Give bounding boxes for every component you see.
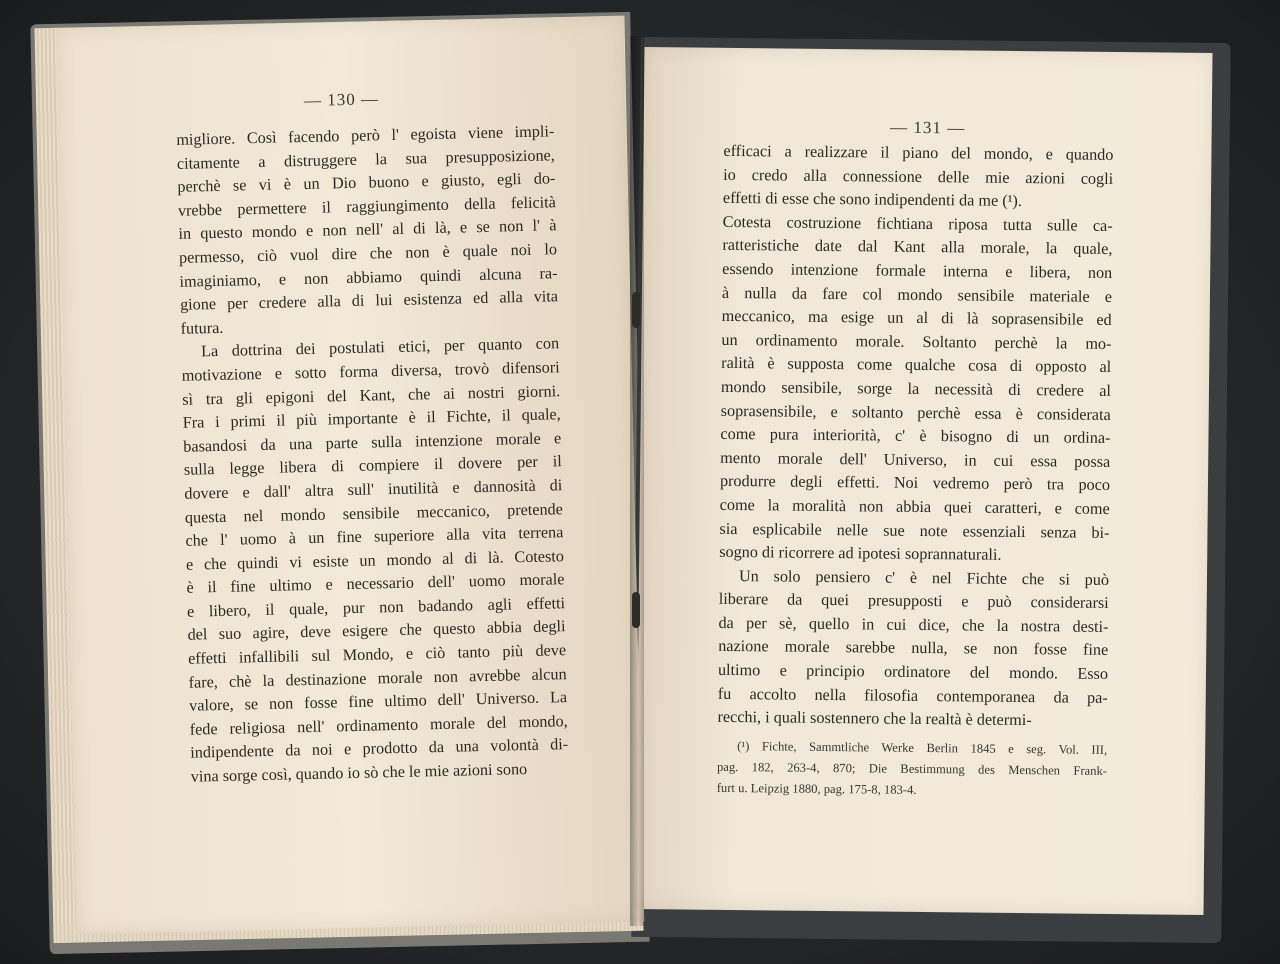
text-line: è il fine ultimo e necessario dell' uomo morale [186, 570, 565, 598]
text-line: permesso, ciò vuol dire che non è quale noi lo [178, 240, 558, 267]
text-line: citamente a distruggere la sua presupposizione, [176, 145, 555, 173]
text-line: sogno di ricorrere ad ipotesi soprannaturali. [719, 542, 1002, 564]
text-line: La dottrina dei postulati etici, per quanto con [200, 334, 560, 361]
text-line: da per sè, quello in cui dice, che la nostra desti- [718, 613, 1109, 636]
text-line: effetti di esse che sono indipendenti da me (¹). [722, 189, 1023, 211]
text-line: efficaci a realizzare il piano del mondo, e quando [723, 141, 1114, 164]
text-line: ratteristiche date dal Kant alla morale, la quale, [722, 236, 1113, 259]
text-line: futura. [180, 318, 224, 338]
text-line: vrebbe permettere il raggiungimento della felicità [177, 193, 557, 220]
text-line: fare, chè la destinazione morale non avrebbe alcun [188, 664, 567, 692]
text-line: Cotesta costruzione fichtiana riposa tutta sulle ca- [722, 212, 1113, 235]
footnote [717, 736, 1108, 803]
text-line: come la moralità non abbia quei caratteri, e come [719, 495, 1110, 518]
text-line: imaginiamo, e non abbiamo quindi alcuna ra- [179, 263, 558, 291]
text-line: questa nel mondo sensibile meccanico, pretende [184, 499, 564, 527]
text-line: basandosi da una parte sulla intenzione morale e [183, 428, 562, 456]
binding-stitch [632, 592, 640, 628]
text-line: e che quindi vi esiste un mondo al di là. Cotesto [185, 546, 565, 574]
text-line: e libero, il quale, pur non badando agli effetti [186, 594, 566, 621]
text-line: mento morale dell' Universo, in cui essa possa [720, 448, 1111, 471]
text-line: come pura interiorità, c' è bisogno di un ordina- [720, 424, 1111, 448]
page-number: — 130 — [303, 89, 380, 110]
text-line: vina sorge così, quando io sò che le mie azioni sono [190, 760, 528, 786]
text-line: ultimo e principio ordinatore del mondo. Esso [717, 660, 1109, 683]
text-line: Fra i primi il più importante è il Fichte, il quale, [182, 405, 561, 432]
text-line: motivazione e sotto forma diversa, trovò difensori [181, 358, 560, 385]
text-line: produrre degli effetti. Noi vedremo però tra poco [719, 472, 1111, 495]
text-line: io credo alla connessione delle mie azioni cogli [723, 165, 1114, 188]
text-line: un ordinamento morale. Soltanto perchè la mo- [721, 330, 1112, 353]
text-line: sì tra gli epigoni del Kant, che ai nostri giorni. [182, 381, 561, 409]
text-line: sulla legge libera di compiere il dovere per il [183, 452, 562, 480]
text-line: Un solo pensiero c' è nel Fichte che si può [738, 566, 1110, 589]
right-page [636, 47, 1213, 915]
page-body-text [176, 120, 569, 789]
left-page [56, 16, 644, 935]
text-line: valore, se non fosse fine ultimo dell' Universo. La [188, 688, 568, 715]
text-line: soprasensibile, e soltanto perchè essa è considerata [720, 401, 1111, 424]
footnote-line: (¹) Fichte, Sammtliche Werke Berlin 1845 e seg. Vol. III, [737, 739, 1108, 757]
text-line: che l' uomo à un fine superiore alla vita terrena [185, 523, 564, 550]
text-line: dovere e dall' altra sull' inutilità e dannosità di [184, 476, 563, 503]
text-line: migliore. Così facendo però l' egoista viene impli- [176, 122, 555, 149]
text-line: à nulla da fare col mondo sensibile materiale e [721, 283, 1113, 306]
text-line: liberare da quei presupposti e può considerarsi [718, 590, 1109, 613]
text-line: fu accolto nella filosofia contemporanea da pa- [717, 684, 1108, 707]
text-line: fede religiosa nell' ordinamento morale del mondo, [189, 711, 568, 739]
footnote-line: furt u. Leipzig 1880, pag. 175-8, 183-4. [716, 780, 917, 797]
text-line: nazione morale sarebbe nulla, se non fosse fine [718, 637, 1109, 660]
text-line: meccanico, ma esige un al di là soprasensibile ed [721, 307, 1112, 330]
text-line: in questo mondo e non nell' al di là, e se non l' à [178, 216, 557, 244]
text-line: effetti infallibili sul Mondo, e ciò tanto più deve [187, 641, 567, 668]
book-gutter [630, 36, 644, 926]
text-line: perchè se vi è un Dio buono e giusto, egli do- [177, 169, 556, 197]
footnote-line: pag. 182, 263-4, 870; Die Bestimmung des Menschen Frank- [716, 759, 1108, 778]
binding-stitch [632, 292, 640, 328]
page-body-text [717, 140, 1113, 734]
text-line: recchi, i quali sostennero che la realtà è determi- [717, 708, 1032, 730]
text-line: del suo agire, deve esigere che questo abbia degli [187, 617, 566, 645]
text-line: gione per credere alla di lui esistenza ed alla vita [179, 287, 559, 314]
text-line: mondo sensibile, sorge la necessità di credere al [720, 377, 1112, 400]
text-line: essendo intenzione formale interna e libera, non [722, 259, 1113, 282]
text-line: indipendente da noi e prodotto da una volontà di- [190, 735, 569, 763]
page-number: — 131 — [890, 117, 966, 138]
text-line: sia esplicabile nelle sue note essenziali senza bi- [719, 519, 1110, 542]
text-line: ralità è supposta come qualche cosa di opposto al [721, 354, 1112, 377]
